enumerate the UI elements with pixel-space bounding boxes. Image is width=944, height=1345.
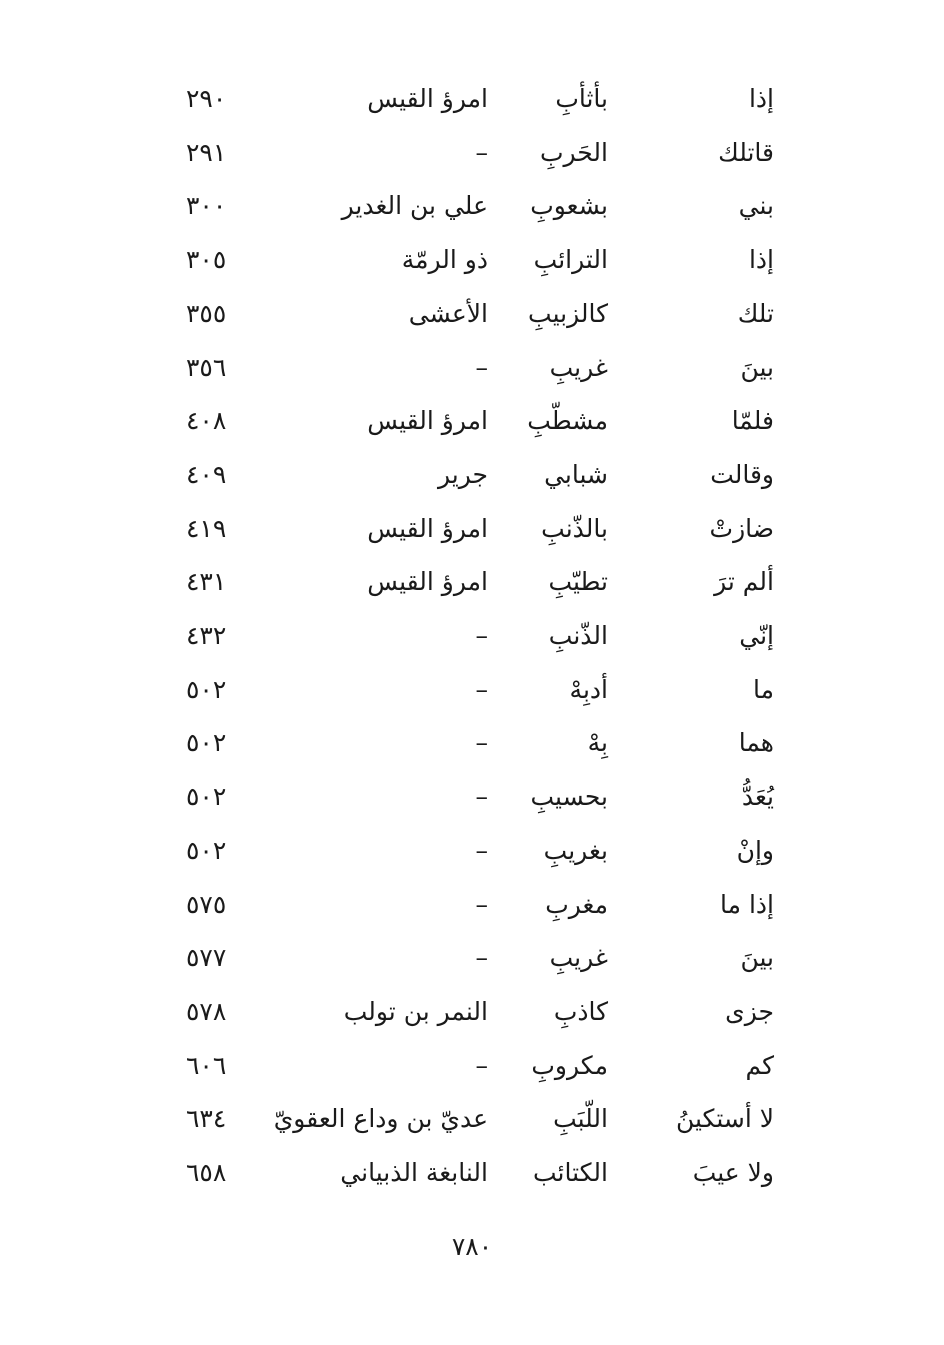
index-row bbox=[0, 1146, 944, 1200]
index-row bbox=[0, 985, 944, 1039]
first-word: ضازتْ bbox=[709, 513, 774, 543]
index-row bbox=[0, 502, 944, 556]
rhyme-word: بأثأبِ bbox=[555, 84, 608, 113]
index-row bbox=[0, 878, 944, 932]
first-word: وإنْ bbox=[736, 835, 774, 865]
first-word: بينَ bbox=[740, 943, 774, 973]
page-number: ٧٨٠ bbox=[451, 1232, 493, 1261]
rhyme-word: الذّنبِ bbox=[548, 621, 608, 650]
index-row bbox=[0, 931, 944, 985]
first-word: هما bbox=[738, 728, 774, 758]
first-word: لا أستكينُ bbox=[675, 1104, 774, 1134]
poet-name: النابغة الذبياني bbox=[340, 1158, 488, 1187]
poet-name: جرير bbox=[438, 459, 488, 489]
first-word: بينَ bbox=[740, 352, 774, 382]
poet-name: امرؤ القيس bbox=[367, 513, 488, 543]
first-word: ألم ترَ bbox=[714, 567, 774, 597]
rhyme-word: شبابي bbox=[544, 459, 608, 489]
page-reference: ٣٥٦ bbox=[186, 352, 227, 382]
first-word: تلك bbox=[737, 298, 774, 328]
first-word: ولا عيبَ bbox=[692, 1158, 774, 1187]
first-word: إذا ما bbox=[720, 889, 774, 919]
poet-name: – bbox=[475, 1050, 488, 1080]
first-word: وقالت bbox=[710, 459, 774, 489]
rhyme-word: الكتائب bbox=[532, 1158, 608, 1187]
poet-name: – bbox=[475, 728, 488, 758]
rhyme-word: بالذّنبِ bbox=[541, 513, 608, 543]
page-reference: ٣٥٥ bbox=[186, 298, 227, 328]
page-reference: ٥٧٨ bbox=[186, 996, 227, 1026]
rhyme-word: مكروبِ bbox=[531, 1050, 608, 1080]
first-word: إذا bbox=[748, 84, 774, 113]
rhyme-word: غريبِ bbox=[549, 352, 608, 382]
index-row bbox=[0, 233, 944, 287]
page-reference: ٥٠٢ bbox=[186, 674, 227, 704]
poet-name: امرؤ القيس bbox=[367, 406, 488, 436]
page-reference: ٥٧٧ bbox=[186, 943, 227, 973]
poet-name: – bbox=[475, 621, 488, 650]
rhyme-word: مشطّبِ bbox=[527, 406, 608, 436]
poet-name: – bbox=[475, 352, 488, 382]
poet-name: – bbox=[475, 835, 488, 865]
page-reference: ٥٠٢ bbox=[186, 728, 227, 758]
rhyme-word: غريبِ bbox=[549, 943, 608, 973]
page-reference: ٥٧٥ bbox=[186, 889, 227, 919]
rhyme-word: بحسيبِ bbox=[530, 782, 608, 812]
poet-name: امرؤ القيس bbox=[367, 84, 488, 113]
index-row bbox=[0, 824, 944, 878]
index-row bbox=[0, 126, 944, 180]
poet-name: عديّ بن وداع العقويّ bbox=[273, 1104, 488, 1134]
poet-name: – bbox=[475, 674, 488, 704]
first-word: يُعَدُّ bbox=[741, 782, 774, 812]
poet-name: ذو الرمّة bbox=[401, 245, 488, 275]
rhyme-word: كالزبيبِ bbox=[528, 298, 608, 328]
page-reference: ٢٩٠ bbox=[186, 84, 227, 113]
page-reference: ٤٣١ bbox=[186, 567, 227, 597]
poet-name: النمر بن تولب bbox=[343, 996, 488, 1026]
page-reference: ٢٩١ bbox=[186, 137, 227, 167]
index-row bbox=[0, 555, 944, 609]
index-row bbox=[0, 341, 944, 395]
first-word: كم bbox=[745, 1050, 774, 1080]
index-row bbox=[0, 1039, 944, 1093]
page-reference: ٦٣٤ bbox=[186, 1104, 227, 1134]
page-reference: ٣٠٠ bbox=[186, 191, 227, 221]
first-word: ما bbox=[752, 674, 774, 704]
page-reference: ٥٠٢ bbox=[186, 835, 227, 865]
index-row bbox=[0, 609, 944, 663]
index-row bbox=[0, 770, 944, 824]
poet-name: علي بن الغدير bbox=[341, 191, 488, 221]
first-word: بني bbox=[738, 191, 774, 221]
first-word: إذا bbox=[748, 245, 774, 275]
page-reference: ٦٠٦ bbox=[186, 1050, 227, 1080]
index-row bbox=[0, 448, 944, 502]
poet-name: امرؤ القيس bbox=[367, 567, 488, 597]
rhyme-word: بغريبِ bbox=[543, 835, 608, 865]
poet-name: – bbox=[475, 782, 488, 812]
first-word: إنّي bbox=[739, 621, 774, 650]
poet-name: – bbox=[475, 137, 488, 167]
rhyme-word: اللّبَبِ bbox=[553, 1104, 608, 1134]
index-row bbox=[0, 394, 944, 448]
first-word: قاتلك bbox=[718, 137, 774, 167]
rhyme-word: تطيّبِ bbox=[548, 567, 608, 597]
index-row bbox=[0, 72, 944, 126]
rhyme-word: بِهْ bbox=[587, 728, 608, 758]
page-reference: ٤١٩ bbox=[186, 513, 227, 543]
page-reference: ٤٠٨ bbox=[186, 406, 227, 436]
poet-name: الأعشى bbox=[408, 298, 488, 328]
poet-name: – bbox=[475, 889, 488, 919]
index-row bbox=[0, 716, 944, 770]
rhyme-word: الحَربِ bbox=[539, 137, 608, 167]
page-reference: ٣٠٥ bbox=[186, 245, 227, 275]
first-word: فلمّا bbox=[731, 406, 774, 436]
rhyme-word: الترائبِ bbox=[533, 245, 608, 275]
page-reference: ٤٣٢ bbox=[186, 621, 227, 650]
first-word: جزى bbox=[725, 996, 774, 1026]
page-reference: ٦٥٨ bbox=[186, 1158, 227, 1187]
index-row bbox=[0, 179, 944, 233]
index-row bbox=[0, 1092, 944, 1146]
page-reference: ٤٠٩ bbox=[186, 459, 227, 489]
rhyme-word: مغربِ bbox=[545, 889, 608, 919]
rhyme-word: أدبِهْ bbox=[569, 674, 608, 704]
rhyme-word: بشعوبِ bbox=[530, 191, 608, 221]
poet-name: – bbox=[475, 943, 488, 973]
rhyme-word: كاذبِ bbox=[553, 996, 608, 1026]
index-row bbox=[0, 287, 944, 341]
page-reference: ٥٠٢ bbox=[186, 782, 227, 812]
index-row bbox=[0, 663, 944, 717]
